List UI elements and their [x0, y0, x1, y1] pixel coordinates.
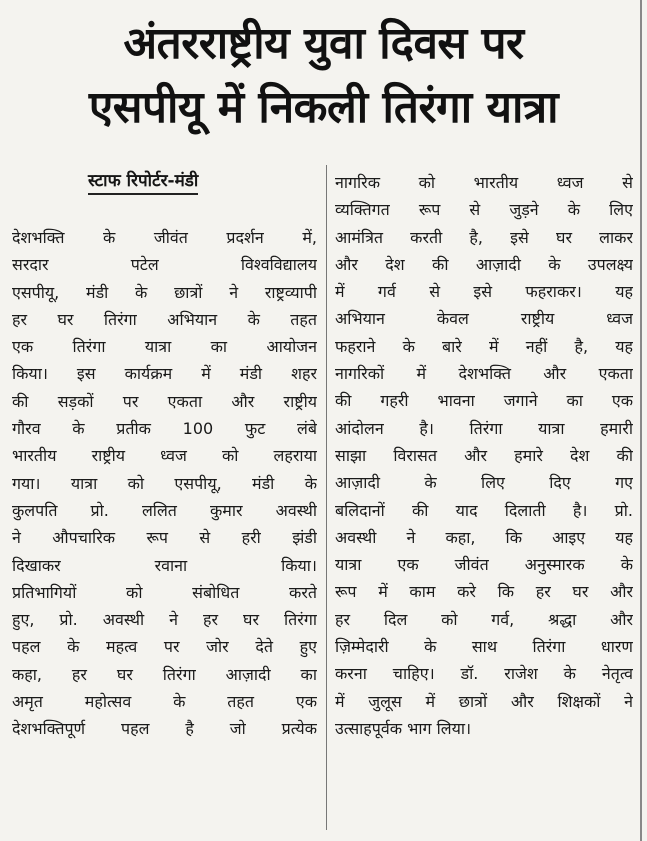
text-line: बलिदानों की याद दिलाती है। प्रो. [335, 500, 633, 520]
text-line: भारतीय राष्ट्रीय ध्वज को लहराया [12, 446, 317, 466]
text-line: ज़िम्मेदारी के साथ तिरंगा धारण [335, 637, 633, 657]
text-line: अभियान केवल राष्ट्रीय ध्वज [335, 309, 633, 329]
text-line: और देश की आज़ादी के उपलक्ष्य [335, 254, 633, 274]
text-line: सरदार पटेल विश्वविद्यालय [12, 255, 317, 275]
text-line: अवस्थी ने कहा, कि आइए यह [335, 527, 633, 547]
headline-line-2: एसपीयू में निकली तिरंगा यात्रा [88, 82, 559, 133]
text-line: गया। यात्रा को एसपीयू, मंडी के [12, 473, 317, 493]
text-line: दिखाकर रवाना किया। [12, 555, 317, 575]
text-line: की गहरी भावना जगाने का एक [335, 391, 633, 411]
article-column-left [12, 224, 317, 743]
text-line: आमंत्रित करती है, इसे घर लाकर [335, 227, 633, 247]
text-line: फहराने के बारे में नहीं है, यह [335, 336, 633, 356]
text-line: आज़ादी के लिए दिए गए [335, 473, 633, 493]
text-line: गौरव के प्रतीक 100 फुट लंबे [12, 419, 317, 439]
text-line: देशभक्ति के जीवंत प्रदर्शन में, [12, 228, 317, 247]
text-line: देशभक्तिपूर्ण पहल है जो प्रत्येक [12, 719, 317, 739]
article-column-right [335, 169, 633, 742]
text-line: एसपीयू, मंडी के छात्रों ने राष्ट्रव्यापी [12, 282, 317, 302]
text-line: पहल के महत्व पर जोर देते हुए [12, 637, 317, 657]
text-line: व्यक्तिगत रूप से जुड़ने के लिए [335, 200, 633, 220]
text-line: प्रतिभागियों को संबोधित करते [12, 582, 317, 602]
article-headline [0, 12, 647, 140]
text-line: उत्साहपूर्वक भाग लिया। [335, 718, 472, 738]
text-line: ने औपचारिक रूप से हरी झंडी [12, 528, 317, 548]
text-line: हर दिल को गर्व, श्रद्धा और [335, 609, 633, 629]
text-line: कुलपति प्रो. ललित कुमार अवस्थी [12, 500, 317, 520]
text-line: यात्रा एक जीवंत अनुस्मारक के [335, 555, 633, 575]
text-line: कहा, हर घर तिरंगा आज़ादी का [12, 664, 317, 684]
headline-line-1: अंतरराष्ट्रीय युवा दिवस पर [123, 18, 524, 69]
text-line: अमृत महोत्सव के तहत एक [12, 692, 317, 712]
text-line: हुए, प्रो. अवस्थी ने हर घर तिरंगा [12, 610, 317, 630]
column-divider [326, 165, 327, 830]
text-line: में जुलूस में छात्रों और शिक्षकों ने [335, 691, 633, 711]
text-line: करना चाहिए। डॉ. राजेश के नेतृत्व [335, 664, 633, 684]
text-line: एक तिरंगा यात्रा का आयोजन [12, 337, 317, 357]
text-line: नागरिक को भारतीय ध्वज से [335, 173, 633, 192]
text-line: आंदोलन है। तिरंगा यात्रा हमारी [335, 418, 633, 438]
text-line: नागरिकों में देशभक्ति और एकता [335, 364, 633, 384]
text-line: साझा विरासत और हमारे देश की [335, 445, 633, 465]
text-line: की सड़कों पर एकता और राष्ट्रीय [12, 391, 317, 411]
text-line: हर घर तिरंगा अभियान के तहत [12, 309, 317, 329]
text-line: में गर्व से इसे फहराकर। यह [335, 282, 633, 302]
text-line: किया। इस कार्यक्रम में मंडी शहर [12, 364, 317, 384]
text-line: रूप में काम करे कि हर घर और [335, 582, 633, 602]
byline: स्टाफ रिपोर्टर-मंडी [88, 170, 198, 195]
